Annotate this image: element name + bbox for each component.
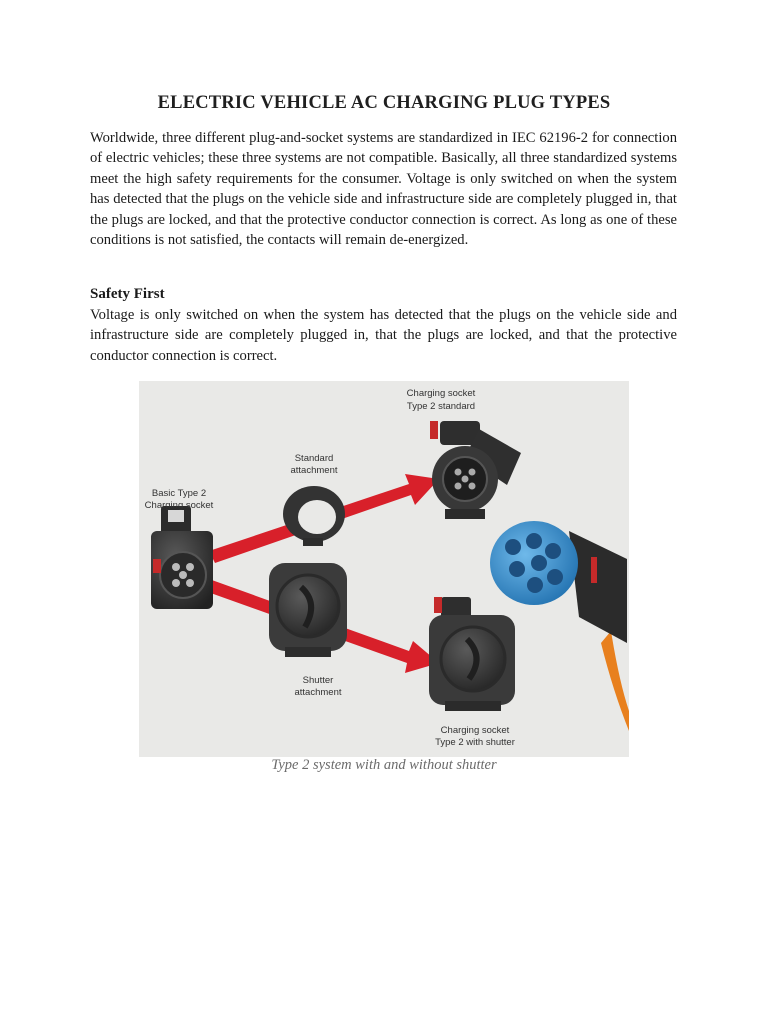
socket-shutter-image bbox=[429, 597, 515, 711]
figure-caption: Type 2 system with and without shutter bbox=[271, 757, 497, 773]
label-shutter-attachment-1: Shutter bbox=[302, 675, 334, 686]
label-socket-shutter-2: Type 2 with shutter bbox=[435, 737, 515, 748]
label-socket-shutter-1: Charging socket bbox=[440, 725, 510, 736]
label-socket-standard-2: Type 2 standard bbox=[406, 401, 476, 412]
label-shutter-attachment-2: attachment bbox=[294, 687, 342, 698]
section-heading: Safety First bbox=[90, 286, 165, 302]
label-socket-standard-1: Charging socket bbox=[406, 388, 476, 399]
label-basic-socket-1: Basic Type 2 bbox=[151, 488, 207, 499]
label-basic-socket-2: Charging socket bbox=[144, 500, 214, 511]
standard-attachment-image bbox=[283, 486, 345, 546]
section-paragraph: Voltage is only switched on when the system has detected that the plugs on the vehicle side and infrastructure side are completely plugged in, that the plugs are locked, and that the protective conductor connection is correct. bbox=[90, 307, 677, 364]
document-title: ELECTRIC VEHICLE AC CHARGING PLUG TYPES bbox=[157, 93, 611, 113]
charging-socket-figure bbox=[139, 381, 629, 757]
shutter-attachment-image bbox=[269, 563, 347, 657]
label-standard-attachment-1: Standard bbox=[294, 453, 334, 464]
intro-paragraph: Worldwide, three different plug-and-socket systems are standardized in IEC 62196-2 for connection of electric vehicles; these three systems are not compatible. Basically, all three standardized systems meet the high safety requirements for the consumer. Voltage is only switched on when the system has detected that the plugs on the vehicle side and infrastructure side are completely plugged in, that the plugs are locked, and that the protective conductor connection is correct. As long as one of these conditions is not satisfied, the contacts will remain de-energized. bbox=[90, 130, 677, 249]
label-standard-attachment-2: attachment bbox=[290, 465, 338, 476]
basic-socket-image bbox=[151, 506, 213, 609]
socket-standard-image bbox=[430, 421, 521, 519]
